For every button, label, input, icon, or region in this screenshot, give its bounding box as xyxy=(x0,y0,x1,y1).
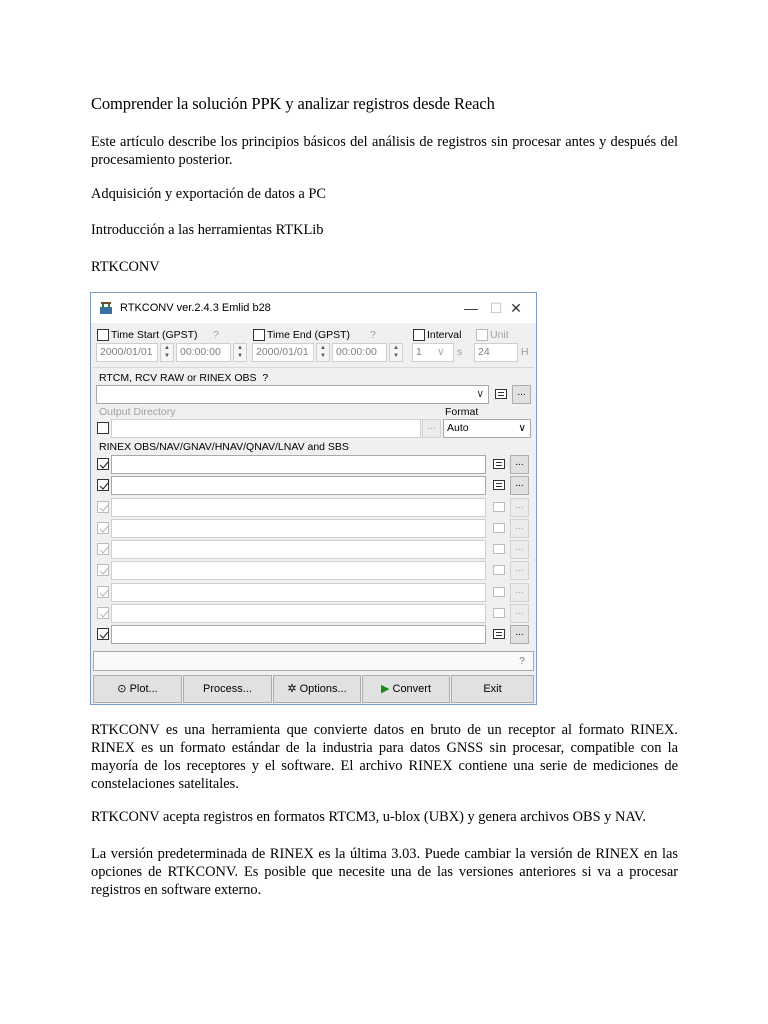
section-heading-rtkconv: RTKCONV xyxy=(91,259,160,275)
rtkconv-window xyxy=(90,292,537,705)
view-file-icon[interactable] xyxy=(493,523,505,533)
output-row-checkbox[interactable] xyxy=(97,501,109,513)
checkmark-icon xyxy=(98,502,110,514)
time-end-time-field[interactable]: 00:00:00 xyxy=(332,343,387,362)
interval-select[interactable] xyxy=(412,343,454,362)
output-row-browse-button[interactable]: ... xyxy=(510,519,529,538)
convert-button[interactable]: ▶ Convert xyxy=(362,675,450,703)
interval-unit-label: s xyxy=(457,346,463,358)
view-file-icon[interactable] xyxy=(493,608,505,618)
output-row-browse-button[interactable]: ... xyxy=(510,455,529,474)
output-row-field[interactable] xyxy=(111,476,486,495)
time-end-checkbox[interactable] xyxy=(253,329,265,341)
close-button[interactable]: ✕ xyxy=(510,300,522,316)
format-value: Auto xyxy=(447,422,469,434)
time-start-label: Time Start (GPST) xyxy=(111,329,198,341)
time-end-label: Time End (GPST) xyxy=(267,329,351,341)
output-row-checkbox[interactable] xyxy=(97,522,109,534)
view-file-icon[interactable] xyxy=(493,502,505,512)
chevron-down-icon[interactable]: ∨ xyxy=(476,388,484,400)
checkmark-icon xyxy=(98,565,110,577)
time-start-checkbox[interactable] xyxy=(97,329,109,341)
output-row-browse-button[interactable]: ... xyxy=(510,583,529,602)
checkmark-icon xyxy=(98,480,110,492)
maximize-button[interactable]: ☐ xyxy=(489,300,503,316)
output-row-browse-button[interactable]: ... xyxy=(510,540,529,559)
chevron-down-icon: ∨ xyxy=(437,346,445,358)
interval-label: Interval xyxy=(427,329,462,341)
play-icon: ▶ xyxy=(380,683,390,695)
time-start-help[interactable]: ? xyxy=(213,329,219,341)
window-titlebar xyxy=(91,293,536,323)
input-browse-button[interactable]: ... xyxy=(512,385,531,404)
unit-label: Unit xyxy=(490,329,509,341)
view-file-icon[interactable] xyxy=(493,587,505,597)
output-row-field[interactable] xyxy=(111,498,486,517)
time-end-help[interactable]: ? xyxy=(370,329,376,341)
output-row-checkbox[interactable] xyxy=(97,458,109,470)
plot-icon: ⊙ xyxy=(117,683,127,695)
checkmark-icon xyxy=(98,544,110,556)
section-heading-rtklib: Introducción a las herramientas RTKLib xyxy=(91,222,324,238)
divider xyxy=(93,367,534,368)
exit-button[interactable]: Exit xyxy=(451,675,534,703)
process-button[interactable]: Process... xyxy=(183,675,272,703)
output-directory-label: Output Directory xyxy=(99,406,176,418)
minimize-button[interactable]: — xyxy=(464,300,478,316)
input-file-label: RTCM, RCV RAW or RINEX OBS ? xyxy=(99,372,269,384)
output-row-field[interactable] xyxy=(111,519,486,538)
interval-checkbox[interactable] xyxy=(413,329,425,341)
output-row-field[interactable] xyxy=(111,561,486,580)
intro-paragraph: Este artículo describe los principios básicos del análisis de registros sin procesar antes y después del procesamiento posterior. xyxy=(91,134,678,168)
checkmark-icon xyxy=(98,608,110,620)
checkmark-icon xyxy=(98,459,110,471)
rinex-outputs-label: RINEX OBS/NAV/GNAV/HNAV/QNAV/LNAV and SBS xyxy=(99,441,349,453)
output-row-field[interactable] xyxy=(111,455,486,474)
output-row-checkbox[interactable] xyxy=(97,564,109,576)
plot-button[interactable]: ⊙ Plot... xyxy=(93,675,182,703)
format-select[interactable] xyxy=(443,419,531,438)
time-start-time-field[interactable]: 00:00:00 xyxy=(176,343,231,362)
options-button[interactable]: ✲ Options... xyxy=(273,675,361,703)
checkmark-icon xyxy=(98,629,110,641)
output-row-checkbox[interactable] xyxy=(97,479,109,491)
view-file-icon[interactable] xyxy=(493,629,505,639)
output-row-checkbox[interactable] xyxy=(97,607,109,619)
rtkconv-formats-paragraph: RTKCONV acepta registros en formatos RTCM3, u-blox (UBX) y genera archivos OBS y NAV. xyxy=(91,809,647,825)
gear-icon: ✲ xyxy=(287,683,297,695)
output-row-browse-button[interactable]: ... xyxy=(510,476,529,495)
output-row-field[interactable] xyxy=(111,540,486,559)
input-file-field[interactable] xyxy=(96,385,489,404)
time-start-time-spinner[interactable]: ▲ ▼ xyxy=(233,343,247,362)
rtkconv-description-paragraph: RTKCONV es una herramienta que convierte datos en bruto de un receptor al formato RINEX. RINEX es un formato estándar de la industria para datos GNSS sin procesar, compatible con la mayoría de los receptores y el software. El archivo RINEX contiene una serie de mediciones de constelaciones satelitales. xyxy=(91,722,678,792)
output-directory-field[interactable] xyxy=(111,419,421,438)
unit-checkbox[interactable] xyxy=(476,329,488,341)
rtkconv-app-icon xyxy=(99,301,113,315)
format-label: Format xyxy=(445,406,479,418)
output-directory-checkbox[interactable] xyxy=(97,422,109,434)
view-file-icon[interactable] xyxy=(493,565,505,575)
rinex-version-paragraph: La versión predeterminada de RINEX es la última 3.03. Puede cambiar la versión de RINEX en las opciones de RTKCONV. Es posible que necesite una de las versiones anteriores si va a procesar registros en software externo. xyxy=(91,846,678,898)
time-start-date-field[interactable]: 2000/01/01 xyxy=(96,343,158,362)
output-directory-browse-button[interactable]: ... xyxy=(422,419,441,438)
window-title: RTKCONV ver.2.4.3 Emlid b28 xyxy=(120,302,271,314)
unit-field[interactable]: 24 xyxy=(474,343,518,362)
view-file-icon[interactable] xyxy=(495,389,507,399)
time-end-time-spinner[interactable]: ▲ ▼ xyxy=(389,343,403,362)
output-row-browse-button[interactable]: ... xyxy=(510,561,529,580)
unit-suffix-label: H xyxy=(521,346,529,358)
checkmark-icon xyxy=(98,523,110,535)
status-help[interactable]: ? xyxy=(519,655,525,667)
section-heading-acquisition: Adquisición y exportación de datos a PC xyxy=(91,186,327,202)
time-end-date-field[interactable]: 2000/01/01 xyxy=(252,343,314,362)
view-file-icon[interactable] xyxy=(493,544,505,554)
status-bar xyxy=(93,651,534,671)
document-title: Comprender la solución PPK y analizar registros desde Reach xyxy=(91,94,495,113)
output-row-field[interactable] xyxy=(111,625,486,644)
interval-value: 1 xyxy=(416,346,422,358)
output-row-checkbox[interactable] xyxy=(97,628,109,640)
view-file-icon[interactable] xyxy=(493,459,505,469)
output-row-browse-button[interactable]: ... xyxy=(510,604,529,623)
input-help: ? xyxy=(262,372,269,384)
time-start-date-spinner[interactable]: ▲ ▼ xyxy=(160,343,174,362)
output-row-browse-button[interactable]: ... xyxy=(510,625,529,644)
chevron-down-icon: ∨ xyxy=(518,422,526,434)
output-row-browse-button[interactable]: ... xyxy=(510,498,529,517)
output-row-field[interactable] xyxy=(111,583,486,602)
output-row-field[interactable] xyxy=(111,604,486,623)
checkmark-icon xyxy=(98,587,110,599)
output-row-checkbox[interactable] xyxy=(97,543,109,555)
time-end-date-spinner[interactable]: ▲ ▼ xyxy=(316,343,330,362)
output-row-checkbox[interactable] xyxy=(97,586,109,598)
view-file-icon[interactable] xyxy=(493,480,505,490)
